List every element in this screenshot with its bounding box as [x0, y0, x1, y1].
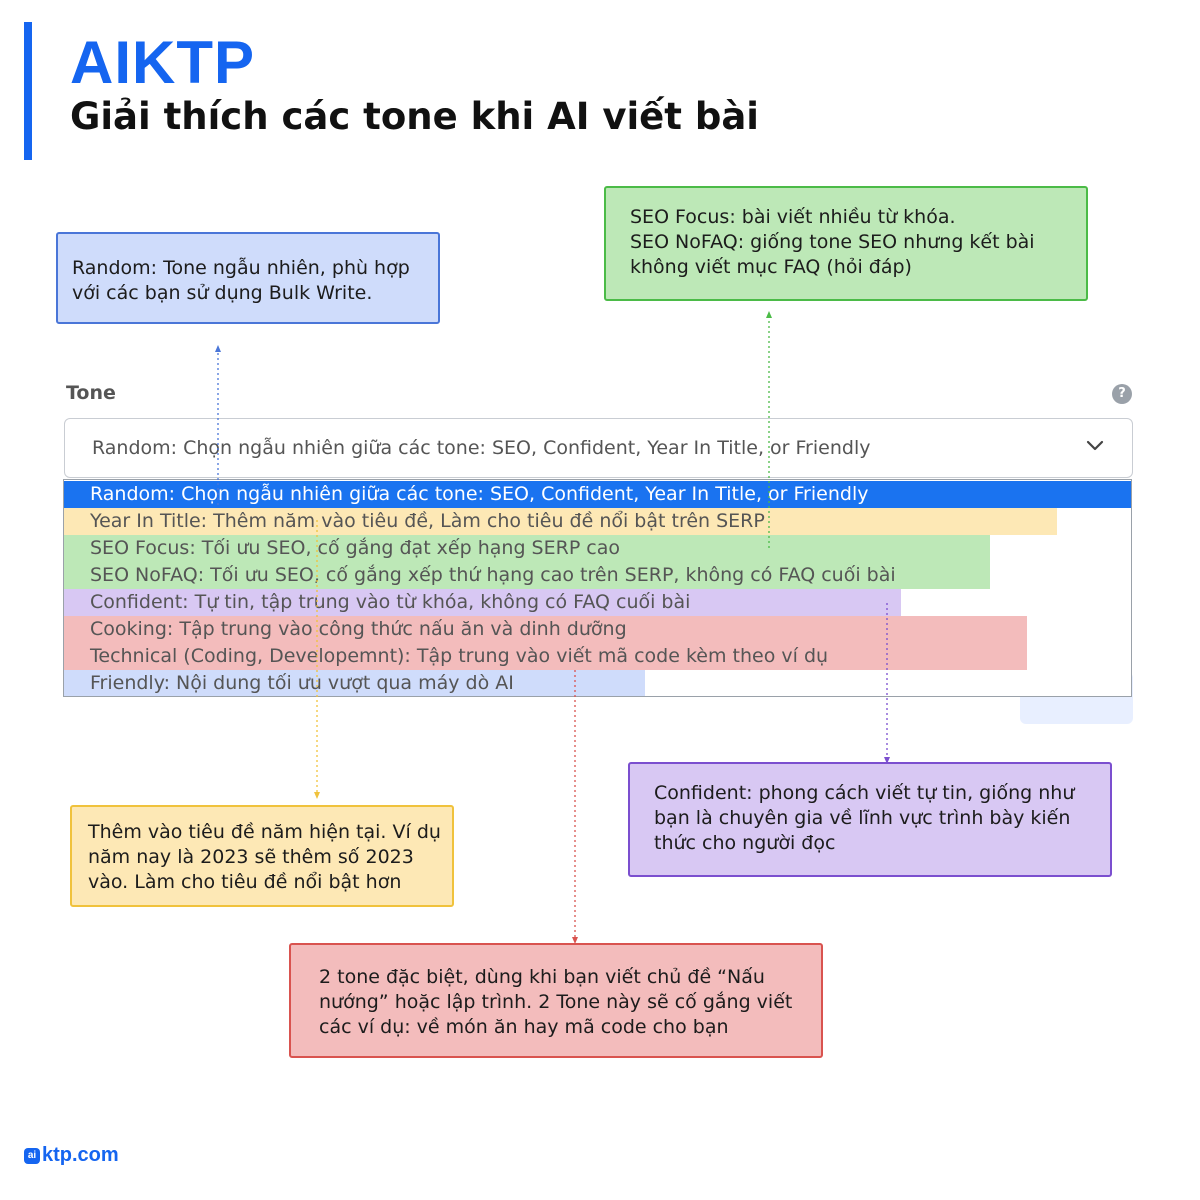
note-line: Random: Tone ngẫu nhiên, phù hợp	[72, 257, 410, 279]
page-title: Giải thích các tone khi AI viết bài	[70, 95, 759, 138]
tone-option-technical[interactable]: Technical (Coding, Developemnt): Tập trung vào viết mã code kèm theo ví dụ	[64, 643, 1027, 670]
note-line: thức cho người đọc	[654, 832, 836, 854]
note-line: vào. Làm cho tiêu đề nổi bật hơn	[88, 871, 402, 893]
note-seo	[604, 186, 1088, 301]
note-line: Thêm vào tiêu đề năm hiện tại. Ví dụ	[88, 821, 441, 843]
footer-logo[interactable]	[24, 1144, 119, 1167]
note-confident	[628, 762, 1112, 877]
tone-option-seo-nofaq[interactable]: SEO NoFAQ: Tối ưu SEO, cố gắng xếp thứ hạng cao trên SERP, không có FAQ cuối bài	[64, 562, 990, 589]
tone-label: Tone	[66, 382, 116, 404]
note-line: không viết mục FAQ (hỏi đáp)	[630, 256, 912, 278]
tone-dropdown-list	[63, 479, 1132, 697]
note-line: năm nay là 2023 sẽ thêm số 2023	[88, 846, 414, 868]
tone-option-confident[interactable]: Confident: Tự tin, tập trung vào từ khóa, không có FAQ cuối bài	[64, 589, 901, 616]
note-line: SEO NoFAQ: giống tone SEO nhưng kết bài	[630, 231, 1035, 253]
note-line: các ví dụ: về món ăn hay mã code cho bạn	[319, 1016, 729, 1038]
note-line: SEO Focus: bài viết nhiều từ khóa.	[630, 206, 956, 228]
note-random	[56, 232, 440, 324]
note-line: nướng” hoặc lập trình. 2 Tone này sẽ cố gắng viết	[319, 991, 793, 1013]
tone-option-random[interactable]: Random: Chọn ngẫu nhiên giữa các tone: SEO, Confident, Year In Title, or Friendly	[64, 481, 1131, 508]
note-line: bạn là chuyên gia về lĩnh vực trình bày kiến	[654, 807, 1071, 829]
tone-select[interactable]: Random: Chọn ngẫu nhiên giữa các tone: SEO, Confident, Year In Title, or Friendly	[64, 418, 1133, 478]
note-line: Confident: phong cách viết tự tin, giống như	[654, 782, 1075, 804]
tone-option-year-in-title[interactable]: Year In Title: Thêm năm vào tiêu đề, Làm cho tiêu đề nổi bật trên SERP	[64, 508, 1057, 535]
logo-text: ktp.com	[42, 1144, 119, 1166]
tone-option-cooking[interactable]: Cooking: Tập trung vào công thức nấu ăn và dinh dưỡng	[64, 616, 1027, 643]
tone-option-friendly[interactable]: Friendly: Nội dung tối ưu vượt qua máy dò AI	[64, 670, 645, 697]
tone-option-seo-focus[interactable]: SEO Focus: Tối ưu SEO, cố gắng đạt xếp hạng SERP cao	[64, 535, 990, 562]
accent-bar	[24, 22, 32, 160]
chevron-down-icon[interactable]	[1084, 434, 1106, 456]
logo-mark-icon: ai	[24, 1148, 40, 1164]
note-line: với các bạn sử dụng Bulk Write.	[72, 282, 373, 304]
arrow-down-year	[314, 792, 320, 799]
brand-title: AIKTP	[70, 29, 255, 96]
arrow-up-random	[215, 345, 221, 352]
note-year-in-title	[70, 805, 454, 907]
arrow-up-seo	[766, 311, 772, 318]
note-cooking-technical	[289, 943, 823, 1058]
note-line: 2 tone đặc biệt, dùng khi bạn viết chủ đề “Nấu	[319, 966, 765, 988]
help-icon[interactable]: ?	[1112, 384, 1132, 404]
